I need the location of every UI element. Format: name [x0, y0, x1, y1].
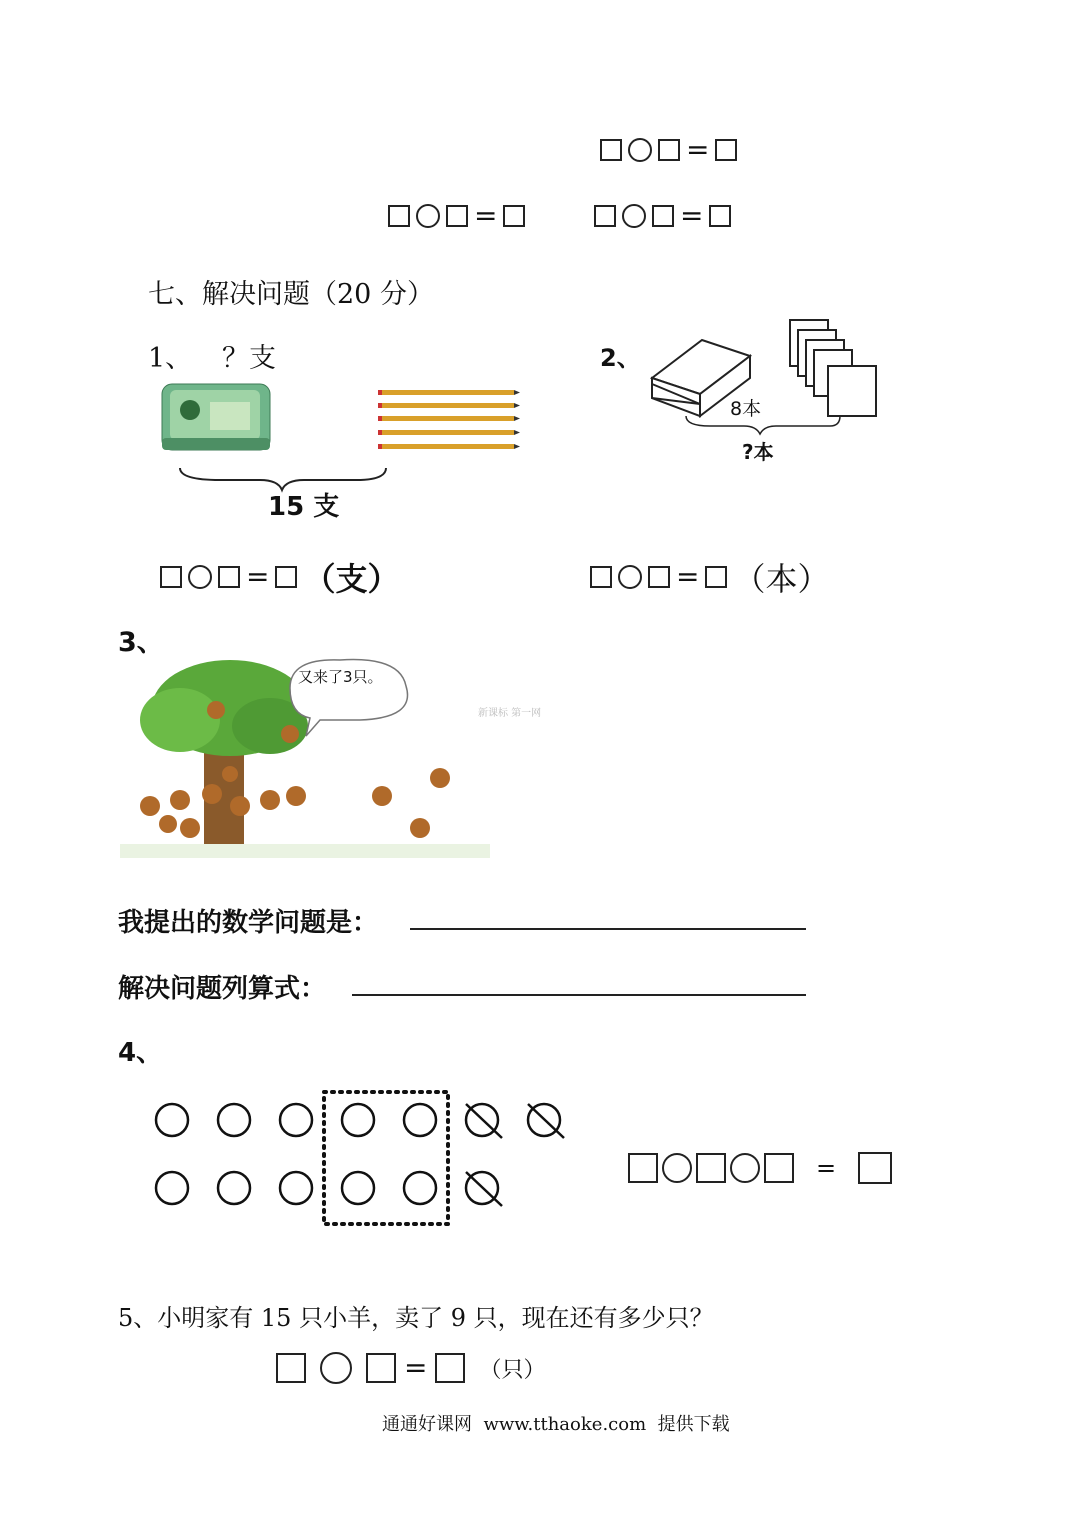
q3-solve-answer-line[interactable] [352, 978, 806, 996]
answer-box[interactable] [600, 139, 622, 161]
equals-sign: = [404, 1351, 428, 1384]
answer-box[interactable] [696, 1153, 726, 1183]
answer-box[interactable] [628, 1153, 658, 1183]
operator-circle[interactable] [628, 138, 652, 162]
q3-speech-text: 又来了3只。 [298, 668, 383, 686]
q2-known-label: 8本 [730, 398, 762, 420]
operator-circle[interactable] [730, 1153, 760, 1183]
q1-equation [160, 554, 399, 600]
dotted-selection-box [324, 1092, 448, 1224]
q2-unit: （本） [733, 560, 830, 598]
answer-box[interactable] [658, 139, 680, 161]
equation-row-second-left: = [388, 202, 525, 230]
answer-box[interactable] [160, 566, 182, 588]
q2-number: 2、 [600, 344, 641, 372]
equals-sign: = [676, 560, 700, 593]
operator-circle[interactable] [320, 1352, 352, 1384]
section-title: 七、解决问题（20 分） [148, 279, 434, 310]
q1-number: 1、 [148, 343, 193, 374]
answer-box[interactable] [705, 566, 727, 588]
answer-box[interactable] [590, 566, 612, 588]
equals-sign: = [816, 1154, 837, 1182]
brace-icon [686, 416, 840, 434]
q2-equation [590, 554, 829, 600]
q1-total-label: 15 支 [268, 492, 340, 522]
q1-unit: （支） [303, 560, 400, 598]
q5-text: 5、小明家有 15 只小羊，卖了 9 只，现在还有多少只？ [118, 1304, 714, 1332]
equals-sign: = [246, 560, 270, 593]
q3-ask-label: 我提出的数学问题是： [118, 908, 379, 938]
equals-sign: = [686, 133, 710, 166]
q3-solve-label: 解决问题列算式： [118, 974, 327, 1004]
operator-circle[interactable] [618, 565, 642, 589]
q2-question-label: ?本 [742, 440, 774, 464]
equation-row-second-right: = [594, 202, 731, 230]
operator-circle[interactable] [662, 1153, 692, 1183]
equation-row-top [600, 133, 737, 166]
q3-ask-answer-line[interactable] [410, 912, 806, 930]
answer-box[interactable] [366, 1353, 396, 1383]
q5-unit: （只） [479, 1357, 546, 1383]
q4-equation [628, 1152, 892, 1184]
answer-box[interactable] [764, 1153, 794, 1183]
answer-box[interactable] [435, 1353, 465, 1383]
q4-number: 4、 [118, 1038, 163, 1068]
footer-text: 通通好课网 www.tthaoke.com 提供下载 [382, 1414, 730, 1435]
q4-circles-diagram [150, 1086, 580, 1232]
q3-number: 3、 [118, 627, 164, 658]
q1-illustration [160, 380, 530, 530]
answer-box[interactable] [218, 566, 240, 588]
answer-box[interactable] [648, 566, 670, 588]
pencils-icon [378, 390, 520, 449]
answer-box[interactable] [858, 1152, 892, 1184]
watermark-text: 新课标 第一网 [478, 708, 542, 719]
answer-box[interactable] [715, 139, 737, 161]
answer-box[interactable] [275, 566, 297, 588]
operator-circle[interactable] [188, 565, 212, 589]
books-stack-icon [790, 320, 876, 416]
answer-box[interactable] [276, 1353, 306, 1383]
q5-equation [276, 1352, 545, 1384]
q1-question: ？支 [222, 343, 276, 374]
pencil-box-icon [162, 384, 270, 450]
